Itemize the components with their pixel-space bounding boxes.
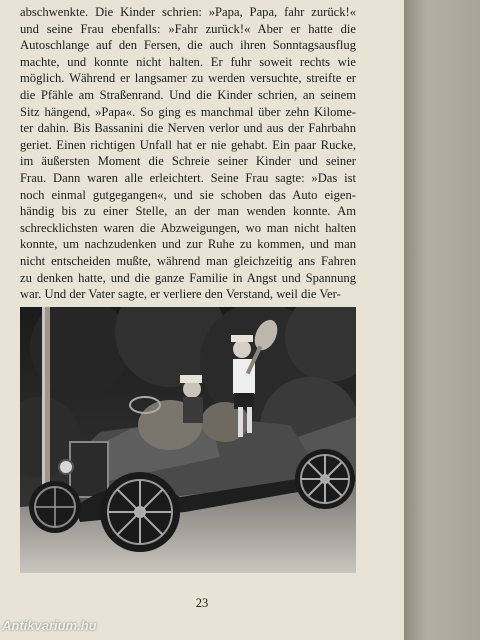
text-line: noch einmal gutgegangen«, und sie schoben das Auto eigen- [20, 187, 356, 202]
text-line: händig bis zu einer Stelle, an der man wenden konnte. Am [20, 204, 356, 219]
text-line: ter dahin. Bis Bassanini die Nerven verlor und aus der Fahrbahn [20, 121, 356, 136]
text-line: war. Und der Vater sagte, er verliere den Verstand, weil die Ver- [20, 287, 341, 302]
text-line: schrecklichsten waren die Abzweigungen, wo man nicht halten [20, 220, 356, 235]
text-line: Frau. Dann waren alle erleichtert. Seine Frau sagte: »Das ist [20, 170, 356, 185]
vintage-car-photo [20, 307, 356, 573]
text-line: Autoschlange auf den Fersen, die auch ihren Sonntagsausflug [20, 38, 356, 53]
text-line: nicht entscheiden mußte, während man gleichzeitig ans Fahren [20, 253, 356, 268]
text-line: Sitz hängend, »Papa«. So ging es manchmal über zehn Kilome- [20, 104, 356, 119]
text-line: konnte, um nachzudenken und zur Ruhe zu kommen, und man [20, 237, 356, 252]
watermark: Antikvarium.hu [2, 618, 97, 633]
text-line: geriet. Einen richtigen Unfall hat er nie gehabt. Ein paar Rucke, [20, 137, 356, 152]
text-line: und seine Frau ebenfalls: »Fahr zurück!« Aber er hatte die [20, 21, 356, 36]
page-number: 23 [195, 596, 209, 610]
book-gutter [404, 0, 480, 640]
body-text [20, 4, 356, 303]
text-line: zu denken hatte, und die ganze Familie in Angst und Spannung [20, 270, 356, 285]
text-line: möglich. Während er langsamer zu werden versuchte, streifte er [20, 71, 356, 86]
text-line: abschwenkte. Die Kinder schrien: »Papa, Papa, fahr zurück!« [20, 5, 356, 19]
text-line: machte, und konnte nicht halten. Er fuhr soweit rechts wie [20, 54, 356, 69]
text-line: die Pfähle am Straßenrand. Und die Kinder schrien, an seinem [20, 87, 356, 102]
text-line: im äußersten Moment die Schreie seiner Kinder und seiner [20, 154, 356, 169]
